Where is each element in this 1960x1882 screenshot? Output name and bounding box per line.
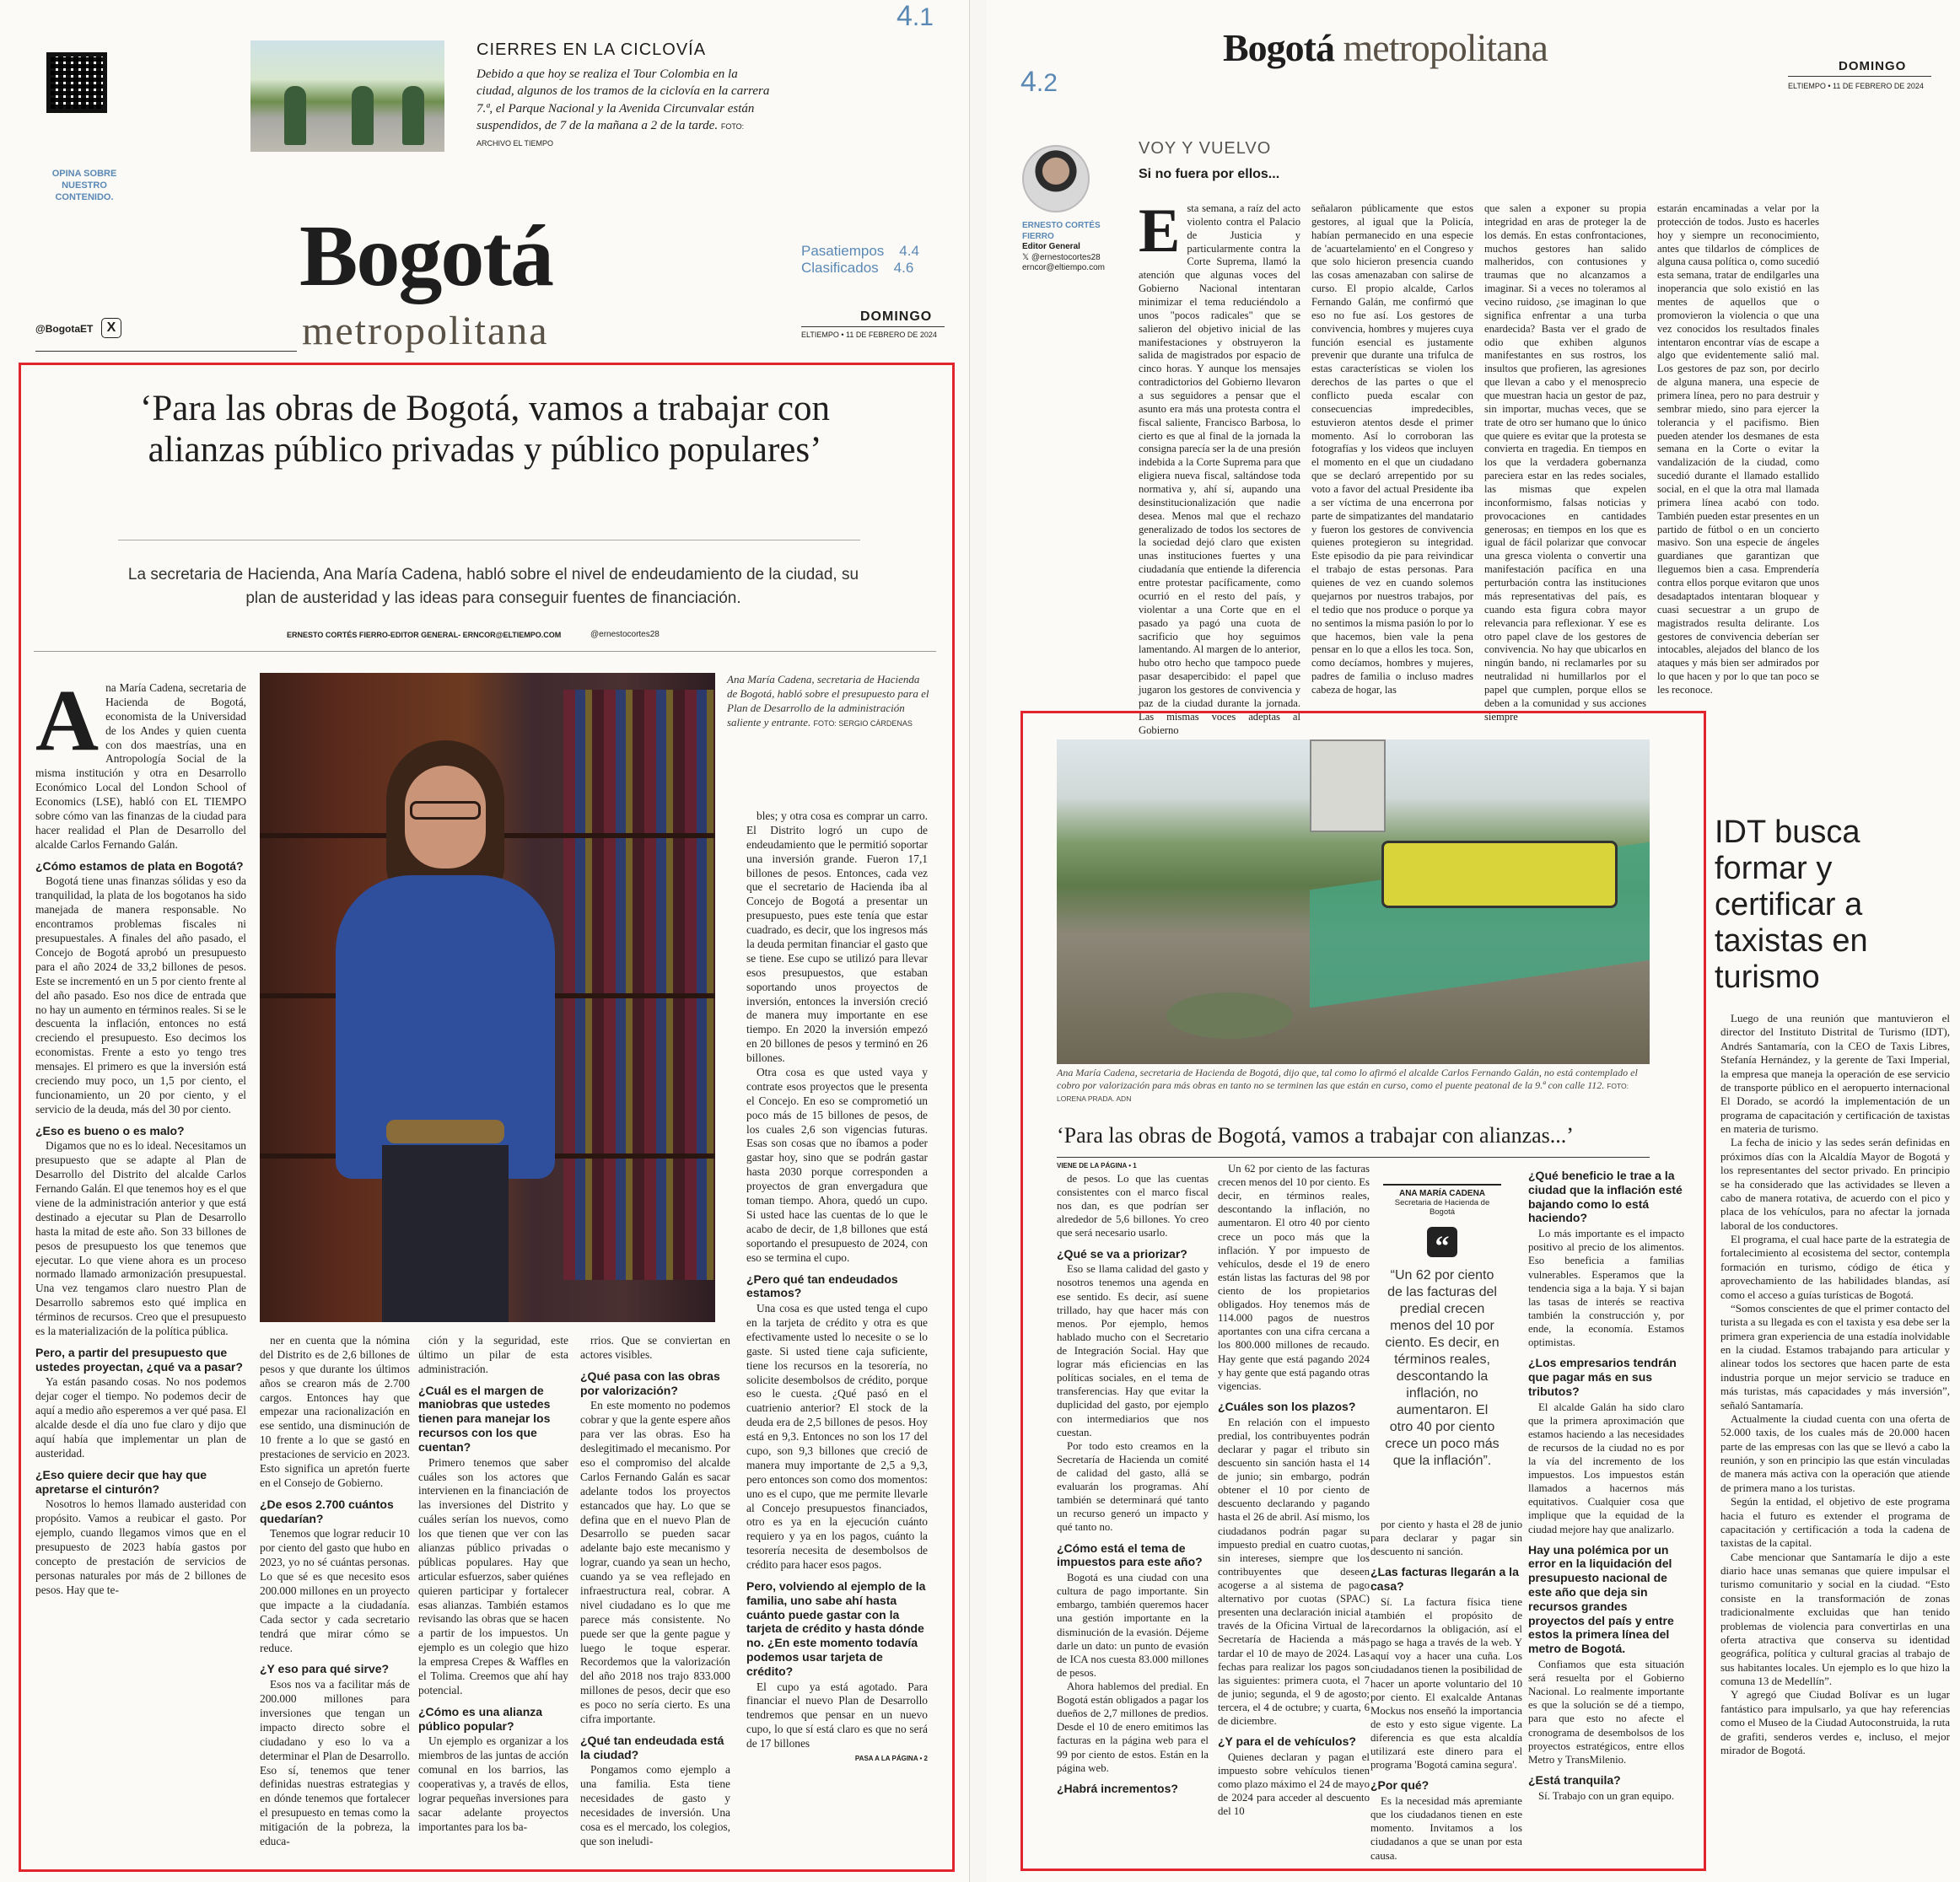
jump-line[interactable]: PASA A LA PÁGINA • 2 [854, 1755, 928, 1763]
photo-caption: Ana María Cadena, secretaria de Hacienda de Bogotá, dijo que, tal como lo afirmó el alcalde Carlos Fernando Galán, no está contemplado el cobro por valorización para más obras en tanto no se terminen las que están en curso, como el puente peatonal de la 9.ª con calle 112. FOTO: LORENA PRADA. ADN [1057, 1067, 1638, 1103]
paragraph: En este momento no podemos cobrar y que la gente espere años para ver las obras. Eso ha deslegitimado el mecanismo. Por eso el compromiso del alcalde Carlos Fernando Galán es sacar adelante todos los proyectos estancados que hay. Lo que se defina que en el nuevo Plan de Desarrollo se pueden sacar adelante bajo este mecanismo y lograr, cuando ya sean un hecho, cuando ya se vea reflejado en infraestructura real, cobrar. A nivel ciudadano es lo que me parece más consistente. No puede ser que la gente pague y luego le toque esperar. Recordemos que la valorización del año 2018 nos trajo 833.000 millones de pesos, decir que eso es poco no sería cierto. Es una cifra importante. [580, 1399, 730, 1725]
paragraph: Bogotá tiene unas finanzas sólidas y eso da tranquilidad, la plata de los bogotanos ha sido manejada de manera responsable. No encontramos problemas fiscales ni presupuestales. A finales del año pasado, el Concejo de Bogotá aprobó un presupuesto para el año 2024 de 33,2 billones de pesos. Este se incrementó en un 5 por ciento frente al del año pasado. Eso nos dice de entrada que no hay un aumento en términos reales. Si se le descuenta la inflación, entonces no está creciendo el presupuesto. Eso decimos los economistas. Frente a esto yo tengo tres mensajes. El primero es que la inversión está creciendo muy poco, un 1,5 por ciento, el funcionamiento, un 20 por ciento, y el servicio de la deuda, más del 30 por ciento. [35, 874, 246, 1116]
index-item[interactable]: Pasatiempos 4.4 [801, 243, 919, 259]
quote-icon: “ [1427, 1227, 1457, 1257]
divider [35, 351, 297, 352]
paragraph: Bogotá es una ciudad con una cultura de pago importante. Sin embargo, también queremos hacer una gestión importante en la disminución de la evasión. Déjeme darle un dato: un punto de evasión de ICA nos cuesta 83.000 millones de pesos. [1057, 1572, 1209, 1679]
qr-code[interactable] [46, 52, 107, 113]
masthead-subtitle: metropolitana [302, 309, 549, 353]
paragraph: Quienes declaran y pagan el impuesto sobre vehículos tienen como plazo máximo el 24 de mayo de 2024 para acceder al descuento del 10 [1218, 1750, 1370, 1818]
promo-photo [250, 40, 444, 152]
paragraph: Ahora hablemos del predial. En Bogotá están obligados a pagar los dueños de 2,7 millones de predios. Desde el 10 de enero emitimos las facturas en la página web para el 99 por ciento de estos. Están en la página web. [1057, 1680, 1209, 1774]
page-number: 4.1 [897, 0, 934, 32]
interview-question: ¿Habrá incrementos? [1057, 1781, 1178, 1795]
author-block: ERNESTO CORTÉS FIERRO Editor General 𝕏 @ernestocortes28 erncor@eltiempo.com [1022, 221, 1132, 274]
interview-question: ¿Eso quiere decir que hay que apretarse el cinturón? [35, 1467, 207, 1496]
interview-question: ¿Y para el de vehículos? [1218, 1734, 1356, 1749]
article-byline: ERNESTO CORTÉS FIERRO-EDITOR GENERAL- ERNCOR@ELTIEMPO.COM [287, 631, 562, 639]
idt-headline: IDT busca formar y certificar a taxistas en turismo [1715, 815, 1868, 995]
paragraph: Tenemos que lograr reducir 10 por ciento del gasto que hubo en 2023, yo no sé cuántas personas. Lo que sé es que necesito esos 200.000 millones en un proyecto que impacte a la ciudadanía. Cada sector y cada secretario tendrá que mirar cómo se reduce. [260, 1527, 410, 1654]
article-headline: ‘Para las obras de Bogotá, vamos a trabajar con alianzas público privadas y público populares’ [140, 389, 830, 470]
paragraph: Un ejemplo es organizar a los miembros de las juntas de acción comunal en los barrios, las cooperativas y, a través de ellos, lograr pequeñas inversiones para sacar adelante proyectos importantes para los ba- [418, 1734, 568, 1833]
page-number: 4.2 [1020, 66, 1058, 98]
divider [34, 651, 936, 652]
opinion-column-4: estarán encaminadas a velar por la protección de todos. Justo es hacerles hoy y siempre un reconocimiento, antes que tildarlos de cómplices de alguna causa política o, como sucedió esta semana, tratar de endilgarles una inoperancia que solo existió en las mentes de aquellos que o promovieron la violencia o que una vez conocidos los resultados finales intentaron encontrar vías de escape a algo que evidentemente salió mal. Los gestores de paz son, por decirlo de alguna manera, una especie de primera línea, pero no para destruir y sembrar miedo, sino para ejercer la tolerancia y el pacifismo. Bien pueden atender los desmanes de esta semana en la Corte o evitar la vandalización de la ciudad, como sucedió durante el llamado estallido social, en el que la otra mal llamada primera línea acabó con todo. También pueden estar presentes en un partido de fútbol o en un concierto masivo. Son una especie de ángeles guardianes que garantizan que lleguemos bien a casa. Emprendería contra ellos porque evitaron que unos desadaptados intentaran bloquear y cuasi secuestrar a un grupo de magistrados resulta delirante. Los gestores de convivencia deberían ser intocables, alejados del blanco de los ataques y más bien ser admirados por lo que hacen y por lo que tan poco se les reconoce. [1657, 202, 1819, 696]
interview-question: ¿De esos 2.700 cuántos quedarían? [260, 1497, 394, 1525]
promo-title: CIERRES EN LA CICLOVÍA [477, 40, 707, 59]
divider [1057, 1157, 1650, 1158]
paragraph: Una cosa es que usted tenga el cupo en la tarjeta de crédito y otra es que efectivamente usted lo necesite o se lo gaste. Si usted tiene caja suficiente, tiene los recursos en la tesorería, no solicite desembolsos de crédito, porque eso le cuesta. ¿Qué pasó en el cuatrienio anterior? El stock de la deuda era de 2,5 billones de pesos. Hoy está en 9,3. Entonces no son los 17 del cupo, son 9,3 billones que creció de manera muy importante de 2,5 a 9,3, pero entonces son como dos momentos: uno es el cupo, que me permite llevarle al Concejo presupuestos financiados, otro es ya en la ejecución cuánto requiero y ya en los pagos, cuánto la tesorería necesita de desembolsos de crédito para hacer esos pagos. [746, 1302, 928, 1572]
interview-question: ¿Pero qué tan endeudados estamos? [746, 1272, 898, 1300]
continuation-column-1 [1057, 1172, 1209, 1798]
interview-question: ¿Cuál es el margen de maniobras que ustedes tienen para manejar los recursos con los que cuentan? [418, 1383, 551, 1454]
paragraph: Pongamos como ejemplo a una familia. Esta tiene necesidades de gasto y necesidades de inversión. Una cosa es el mercado, los colegios, que son ineludi- [580, 1763, 730, 1847]
paragraph: En relación con el impuesto predial, los contribuyentes podrán declarar y pagar el tributo sin descuento sin sanción hasta el 14 de junio; sin embargo, podrán obtener el 10 por ciento de descuento declarando y pagando hasta el 26 de abril. Así mismo, los ciudadanos podrán pagar su impuesto predial en cuatro cuotas, sin intereses, siempre que los contribuyentes que deseen acogerse a al sistema de pago alternativo por cuotas (SPAC) presenten una declaración inicial a través de la Oficina Virtual de la Secretaría de Hacienda a más tardar el 10 de mayo de 2024. Las fechas para realizar los pagos son las siguientes: primera cuota, el 7 de junio; segunda, el 9 de agosto; tercera, el 4 de octubre; y cuarta, 6 de diciembre. [1218, 1416, 1370, 1728]
continuation-column-3 [1370, 1518, 1522, 1863]
interview-question: ¿Qué beneficio le trae a la ciudad que la inflación esté bajando como lo está haciendo? [1528, 1169, 1683, 1225]
pull-quote: ANA MARÍA CADENA Secretaria de Hacienda de Bogotá “ “Un 62 por ciento de las facturas del predial crecen menos del 10 por ciento. Es decir, en términos reales, descontando la inflación, no aumentaron. El otro 40 por ciento crece un poco más que la inflación”. [1383, 1184, 1501, 1470]
paragraph: de pesos. Lo que las cuentas consistentes con el marco fiscal nos dan, es que podrían ser alrededor de 5,6 billones. Yo creo que será necesario usarlo. [1057, 1173, 1209, 1239]
paragraph: rrios. Que se conviertan en actores visibles. [580, 1334, 730, 1361]
paragraph: El cupo ya está agotado. Para financiar el nuevo Plan de Desarrollo tendremos que pensar en un nuevo cupo, lo que sí está claro es que no será de 17 billones [746, 1680, 928, 1750]
paragraph: Digamos que no es lo ideal. Necesitamos un presupuesto que se adapte al Plan de Desarrollo del Distrito del alcalde Carlos Fernando Galán. El que tenemos hoy es el que viene de la administración anterior y que está destinado a ejecutar su Plan de Desarrollo hasta la mitad de este año. Son 33 billones de pesos de presupuesto los que tenemos que ejecutar. Lo que viene ahora es un proceso normado llamado armonización presupuestal. Una vez tengamos claro nuestro Plan de Desarrollo sabremos esto qué implica en términos de recursos. Creo que el presupuesto es la materialización de la política pública. [35, 1139, 246, 1337]
interview-question: ¿Cómo estamos de plata en Bogotá? [35, 858, 244, 873]
paragraph: ner en cuenta que la nómina del Distrito es de 2,6 billones de pesos y que durante los últimos años se crearon más de 2.700 cargos. Entonces hay que empezar una racionalización en ese sentido, una disminución de 10 frente a lo que se gastó en prestaciones de servicio en 2023. Esto significa un apretón fuerte en el Consejo de Gobierno. [260, 1334, 410, 1489]
x-social-icon[interactable]: X [101, 318, 121, 338]
paragraph: ción y la seguridad, este último un pilar de esta administración. [418, 1334, 568, 1375]
paragraph: Otra cosa es que usted vaya y contrate esos proyectos que le presenta el Concejo. En eso se comprometió un poco más de 15 billones de pesos, de los cuales 2,6 son vigencias futuras. Esas son cosas que no íbamos a poder gastar hoy, sino que se podrán gastar hasta 2030 porque corresponden a proyectos de gran envergadura que toman tiempo. Ahora, quedó un cupo. Si usted hace las cuentas de lo que le acabo de decir, de 1,8 billones que está soportando el presupuesto de 2024, con eso se termina el cupo. [746, 1066, 928, 1264]
paragraph: El alcalde Galán ha sido claro que la primera aproximación que estamos haciendo a las necesidades de recursos de la ciudad no es por la vía del incremento de los impuestos. Los impuestos están llamados a hacernos más equitativos. Cualquier cosa que implique que la equidad de la ciudad mejore hay que analizarlo. [1528, 1401, 1684, 1535]
author-email[interactable]: erncor@eltiempo.com [1022, 263, 1105, 272]
interview-question: ¿Por qué? [1370, 1778, 1430, 1793]
paragraph: Primero tenemos que saber cuáles son los actores que intervienen en la financiación de las inversiones del Distrito y cuáles serían los nuevos, como los que tienen que ver con las alianzas público privadas o públicas populares. Hay que articular esfuerzos, saber quiénes quieren participar y fortalecer esas alianzas. También estamos revisando las obras que se hacen a partir de los impuestos. Un ejemplo es un colegio que hizo la empresa Crepes & Waffles en el Tolima. Creemos que ahí hay potencial. [418, 1455, 568, 1696]
paragraph: Un 62 por ciento de las facturas crecen menos del 10 por ciento. Es decir, en términos reales, descontando la inflación, no aumentaron. El otro 40 por ciento crece un poco más que la inflación. Y por impuesto de vehículos, desde el 19 de enero están listas las facturas del 98 por ciento de los propietarios obligados. Hoy tenemos más de 114.000 pagos de nuestros aportantes con una cifra cercana a los 800.000 millones de recaudo. Hay gente que está pagando 2024 y hay gente que está pagando otras vigencias. [1218, 1163, 1370, 1392]
paragraph: Y agregó que Ciudad Bolívar es un lugar fantástico para impulsarlo, ya que hay referencias como el Museo de la Ciudad Autoconstruida, la ruta de grafiti, senderos verdes e, incluso, el mejor mirador de Bogotá. [1720, 1688, 1950, 1756]
weekday: DOMINGO [860, 309, 933, 324]
interview-question: ¿Eso es bueno o es malo? [35, 1123, 185, 1137]
column-section: VOY Y VUELVO [1139, 139, 1272, 158]
weekday: DOMINGO [1839, 59, 1907, 73]
interview-question: ¿Cómo está el tema de impuestos para este año? [1057, 1541, 1203, 1569]
paragraph: “Somos conscientes de que el primer contacto del turista a su llegada es con el taxista y esa debe ser la primera gran experiencia de una estadía inolvidable en la ciudad. Estamos trabajando para articular y alinear todos los sectores que hacen parte de esta industria porque un mejor servicio se traduce en más turistas, más capacidades y más inversión”, señaló Santamaría. [1720, 1301, 1950, 1412]
qr-caption: OPINA SOBRE NUESTRO CONTENIDO. [51, 169, 117, 202]
paragraph: bles; y otra cosa es comprar un carro. El Distrito logró un cupo de endeudamiento que le permitió soportar una inversión grande. Fueron 17,1 billones de pesos. Entonces, cada vez que el secretario de Hacienda iba al Concejo de Bogotá a presentar un presupuesto, pues este tenía que estar cuadrado, es decir, que los ingresos más la deuda permitan financiar el gasto que se tiene. Ese cupo se utilizó para llevar esos presupuestos, que estaban soportando unos proyectos de inversión, entonces la inversión creció de manera muy importante en ese tiempo. En 2020 la inversión empezó en 20 billones de pesos y terminó en 26 billones. [746, 809, 928, 1065]
article-column-2 [260, 1334, 410, 1849]
interview-question: ¿Y eso para qué sirve? [260, 1662, 390, 1676]
paragraph: Es la necesidad más apremiante que los ciudadanos tienen en este momento. Invitamos a los ciudadanos a que se unan por esta causa. [1370, 1795, 1522, 1862]
paragraph: Actualmente la ciudad cuenta con una oferta de 52.000 taxis, de los cuales más de 20.000 hacen parte de las empresas con las que se llevó a cabo la reunión, y son en principio las que están vinculadas de manera más activa con la operación que atiende de primera mano a los turistas. [1720, 1412, 1950, 1494]
interview-question: ¿Los empresarios tendrán que pagar más en sus tributos? [1528, 1356, 1677, 1398]
page-left [0, 0, 970, 1882]
masthead-title: Bogotá [299, 207, 552, 304]
opinion-column-2: señalaron públicamente que estos gestores, al igual que la Policía, habían permanecido en una especie de 'acuartelamiento' en el Congreso y que solo hicieron presencia cuando las cosas amenazaban con salirse de curso. El propio alcalde, Carlos Fernando Galán, me confirmó que eso no fue así. Los gestores de convivencia, hombres y mujeres cuya función esencial es justamente prevenir que durante una trifulca de estas características se violen los derechos de las partes o que el conflicto pueda escalar con consecuencias impredecibles, estuvieron atentos desde el primer momento. Así lo corroboran las fotografías y los videos que incluyen el momento en el que un ciudadano que se declaró arrepentido por su voto a favor del actual Presidente iba a ser víctima de una encerrona por parte de simpatizantes del mandatario y fueron los gestores de convivencia quienes protegieron su integridad. Este episodio da pie para reivindicar el trabajo de estas personas. Para quienes de vez en cuando solemos quejarnos por nuestros trabajos, por el tedio que nos produce o porque ya no sentimos la misma pasión lo por lo que hacemos, bien vale la pena pensar en lo que a ellos les toca. Son, como decíamos, hombres y mujeres, padres de familia o incluso madres cabeza de hogar, las [1311, 202, 1473, 696]
dateline: ELTIEMPO • 11 DE FEBRERO DE 2024 [801, 331, 937, 339]
author-avatar [1022, 145, 1090, 212]
paragraph: Sí. Trabajo con un gran equipo. [1538, 1789, 1675, 1802]
photo-caption: Ana María Cadena, secretaria de Hacienda de Bogotá, habló sobre el presupuesto para el Plan de Desarrollo de la administración saliente y entrante. FOTO: SERGIO CÁRDENAS [727, 673, 929, 729]
article-column-5 [746, 809, 928, 1763]
opinion-column-1: Esta semana, a raíz del acto violento contra el Palacio de Justicia y particularmente contra la Corte Suprema, llamó la atención que algunas voces del Gobierno Nacional intentaran minimizar el tema reduciéndolo a unos "pocos radicales" que se salieron del objetivo inicial de las manifestaciones y obstruyeron la salida de magistrados por espacio de cinco horas. Y aunque los mensajes contradictorios del Gobierno llevaron a sus seguidores a pensar que el asunto era más una protesta contra el fiscal saliente, Francisco Barbosa, lo cierto es que al final de la jornada la consigna parecía ser la de una presión indebida a la Corte Suprema para que eligiera nueva fiscal, saltándose toda normativa y, ahí sí, aupando una desinstitucionalización que nadie desea. Menos mal que el rechazo generalizado de todos los sectores de la sociedad dejó claro que existen unas instituciones fuertes y una ciudadanía que entiende la diferencia entre protestar pacíficamente, como ocurrió en el resto del país, y violentar a una Corte que en el pasado ya pagó una cuota de sacrificio que hoy seguimos lamentando. Al margen de lo anterior, hubo otro hecho que tampoco puede pasar desapercibido: el papel que jugaron los gestores de convivencia y paz de la ciudad durante la jornada. Las mismas voces adeptas al Gobierno [1139, 196, 1300, 736]
paragraph: Por todo esto creamos en la Secretaría de Hacienda un comité de calidad del gasto, allá se evaluarán los programas. Ahí también se determinará qué tanto un recurso generó un impacto y qué tanto no. [1057, 1439, 1209, 1534]
drop-cap: E [1139, 196, 1181, 266]
dateline: ELTIEMPO • 11 DE FEBRERO DE 2024 [1788, 82, 1924, 90]
continuation-column-2 [1218, 1162, 1370, 1819]
paragraph: Cabe mencionar que Santamaría le dijo a este diario hace unas semanas que quiere impulsar el turismo comunitario y social en la ciudad. “Esto consiste en la transformación de zonas tradicionalmente excluidas que han tenido problemas de violencia para convertirlas en una oferta atractiva que conserva su identidad geográfica, política y cultural gracias al trabajo de sus habitantes locales. Un ejemplo es lo que hizo la comuna 13 de Medellín”. [1720, 1550, 1950, 1687]
paragraph: Luego de una reunión que mantuvieron el director del Instituto Distrital de Turismo (IDT), Andrés Santamaría, con la CEO de Taxis Libres, Stefanía Hernández, y la gerente de Taxi Imperial, la empresa que maneja la operación de ese servicio de transporte público en el aeropuerto internacional El Dorado, se acordó la implementación de un programa de capacitación y certificación de taxistas en materia de turismo. [1720, 1012, 1950, 1135]
paragraph: Sí. La factura física tiene también el propósito de recordarnos la obligación, así el pago se haga a través de la web. Y aquí voy a hacer una cuña. Los ciudadanos tienen la posibilidad de hacer un aporte voluntario del 10 por ciento. El exalcalde Antanas Mockus nos enseñó la importancia de esto y esto sigue vigente. La diferencia es que esta alcaldía utilizará este dinero para el programa 'Bogotá camina segura'. [1370, 1595, 1522, 1772]
construction-photo [1057, 739, 1650, 1064]
interview-question: ¿Está tranquila? [1528, 1772, 1621, 1787]
promo-text: Debido a que hoy se realiza el Tour Colombia en la ciudad, algunos de los tramos de la ciclovía en la carrera 7.ª, el Parque Nacional y la Avenida Circunvalar están suspendidos, de 7 de la mañana a 2 de la tarde. FOTO: ARCHIVO EL TIEMPO [477, 67, 770, 148]
paragraph: Ya están pasando cosas. No nos podemos dejar coger el tiempo. No podemos decir de aquí a medio año esperemos a ver qué pasa. El alcalde desde el día uno fue claro y dijo que aquí había que implementar un plan de austeridad. [35, 1375, 246, 1460]
index-item[interactable]: Clasificados 4.6 [801, 259, 914, 276]
interview-question: Hay una polémica por un error en la liquidación del presupuesto nacional de este año que deja sin recursos grandes proyectos del país y entre estos la primera línea del metro de Bogotá. [1528, 1542, 1674, 1656]
social-handle[interactable]: @BogotaET [35, 323, 94, 335]
paragraph: Nosotros lo hemos llamado austeridad con propósito. Vamos a reubicar el gasto. Por ejemplo, cuando llegamos vimos que en el presupuesto de 2023 había gastos por concepto de prestación de servicios de personas naturales por más de 2 billones de pesos. Hay que te- [35, 1498, 246, 1596]
paragraph: La fecha de inicio y las sedes serán definidas en próximos días con la Alcaldía Mayor de Bogotá y los representantes del sector privado. En principio se ha considerado que las actividades se lleven a cabo de manera rotativa, de acuerdo con el pico y placa de los vehículos, para no afectar la jornada laboral de los conductores. [1720, 1136, 1950, 1232]
interview-question: ¿Cómo es una alianza público popular? [418, 1704, 543, 1733]
interview-question: ¿Qué pasa con las obras por valorización? [580, 1368, 720, 1397]
opinion-column-3: que salen a exponer su propia integridad en aras de proteger la de los demás. En estas confrontaciones, muchos gestores han salido malheridos, con contusiones y traumas que no alcanzamos a imaginar. Si a veces no toleramos al vecino ruidoso, ¿se imaginan lo que significa enfrentar a una turba enardecida? Basta ver el grado de odio que exhiben algunos manifestantes en sus rostros, los insultos que profieren, las agresiones que llevan a cabo y el menosprecio que muestran hacia un gestor de paz, sin importar, muchas veces, que se trate de otro ser humano que lo único que quiere es evitar que la protesta se convierta en tragedia. En tiempos en los que la verdadera gobernanza pareciera estar en las redes sociales, las mismas que expelen inconformismo, falsas noticias y provocaciones en cantidades generosas; en tiempos en los que es igual de fácil polarizar que convocar una gresca violenta o convertir una manifestación pacífica en una perturbación contra las instituciones más representativas del país, es cuando esta figura cobra mayor relevancia para reflexionar. Y ese es otro papel clave de los gestores de convivencia. No hay que ubicarlos en ningún bando, ni reclamarles por su neutralidad ni humillarlos por el papel que cumplen, porque ellos se deben a la comunidad y sus acciones siempre [1484, 202, 1646, 723]
interview-question: ¿Las facturas llegarán a la casa? [1370, 1565, 1519, 1594]
paragraph: na María Cadena, secretaria de Hacienda de Bogotá, economista de la Universidad de los Andes y quien cuenta con dos maestrías, una en Antropología Social de la misma institución y otra en Desarrollo Económico Local del London School of Economics (LSE), habló con EL TIEMPO sobre cómo van las finanzas de la ciudad para hacer realidad el Plan de Desarrollo del alcalde Carlos Fernando Galán. [35, 681, 246, 851]
interview-question: ¿Qué se va a priorizar? [1057, 1246, 1187, 1261]
paragraph: Confiamos que esta situación será resuelta por el Gobierno Nacional. Lo realmente importante es que la solución se dé a tiempo, para que esto no afecte el cronograma de desembolsos de los proyectos estratégicos, entre ellos Metro y TransMilenio. [1528, 1659, 1684, 1766]
interview-question: Pero, volviendo al ejemplo de la familia, uno sabe ahí hasta cuánto puede gastar con la tarjeta de crédito y hasta dónde no. ¿En este momento todavía podemos usar tarjeta de crédito? [746, 1579, 926, 1678]
paragraph: Según la entidad, el objetivo de este programa hacia el futuro es extender el programa de capacitación y certificación a toda la cadena de taxistas de la capital. [1720, 1495, 1950, 1550]
interview-question: ¿Cuáles son los plazos? [1218, 1399, 1356, 1413]
continuation-column-4 [1528, 1162, 1684, 1803]
interview-question: Pero, a partir del presupuesto que ustedes proyectan, ¿qué va a pasar? [35, 1345, 243, 1374]
article-column-3 [418, 1334, 568, 1835]
paragraph: Esos nos va a facilitar más de 200.000 millones para inversiones que tengan un impacto directo sobre el ciudadano y eso lo va a determinar el Plan de Desarrollo. Eso sí, tenemos que tener definidas nuestras estrategias y en dónde tenemos que fortalecer el presupuesto en temas como la mitigación de la pobreza, la educa- [260, 1678, 410, 1847]
article-lead: La secretaria de Hacienda, Ana María Cadena, habló sobre el nivel de endeudamiento de la ciudad, su plan de austeridad y las ideas para conseguir fuentes de financiación. [127, 566, 859, 607]
divider [1788, 76, 1931, 77]
continuation-headline: ‘Para las obras de Bogotá, vamos a trabajar con alianzas...’ [1057, 1123, 1574, 1148]
article-column-4 [580, 1334, 730, 1849]
drop-cap: A [35, 672, 100, 769]
interview-question: ¿Qué tan endeudada está la ciudad? [580, 1733, 724, 1761]
byline-handle[interactable]: @ernestocortes28 [590, 630, 660, 639]
article-column-1 [35, 672, 246, 1598]
author-handle[interactable]: 𝕏 @ernestocortes28 [1022, 252, 1101, 262]
paragraph: por ciento y hasta el 28 de junio para declarar y pagar sin descuento ni sanción. [1370, 1519, 1522, 1558]
divider [801, 326, 945, 327]
portrait-photo [260, 673, 715, 1322]
column-title: Si no fuera por ellos... [1139, 167, 1280, 181]
masthead: Bogotá metropolitana [1223, 26, 1548, 69]
idt-body [1720, 1012, 1950, 1757]
paragraph: Eso se llama calidad del gasto y nosotros tenemos una agenda en ese sentido. Es decir, así suene trillado, hay que hacer más con menos. Por ejemplo, hemos hablado mucho con el Secretario de Integración Social. Hay que lograr más eficiencias en las políticas sociales, en el tema de transferencias. Hay que evitar la duplicidad del gasto, por ejemplo con intermediarios que nos cuestan. [1057, 1263, 1209, 1438]
paragraph: El programa, el cual hace parte de la estrategia de fortalecimiento al ecosistema del sector, contempla formación en turismo, código de ética y aprovechamiento de las habilidades blandas, así como el acceso a guías turísticas de Bogotá. [1720, 1233, 1950, 1301]
jump-from[interactable]: VIENE DE LA PÁGINA • 1 [1057, 1162, 1137, 1170]
paragraph: Lo más importante es el impacto positivo al precio de los alimentos. Eso beneficia a familias vulnerables. Esperamos que la tendencia siga a la baja. Y si bajan las tasas de interés se reactiva también la construcción y, por ende, la economía. Estamos optimistas. [1528, 1228, 1684, 1349]
section-index [801, 243, 919, 276]
